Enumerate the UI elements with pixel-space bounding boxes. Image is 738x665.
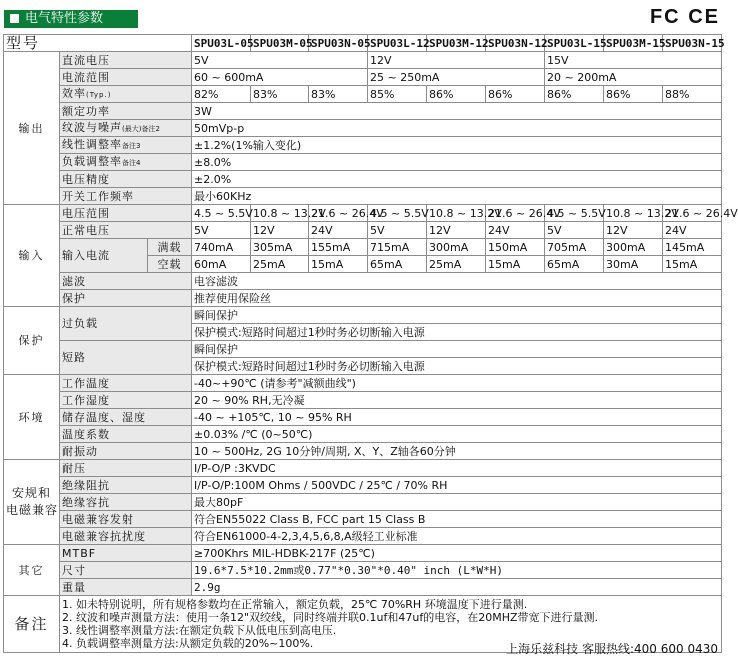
row-label	[60, 137, 192, 154]
label-note: 备注4	[122, 158, 141, 167]
model-header: SPU03N-15	[663, 35, 722, 52]
label-text: 线性调整率	[62, 137, 122, 151]
cell: 瞬间保护	[192, 341, 722, 358]
cell: 最小60KHz	[192, 188, 722, 205]
cell: I/P-O/P :3KVDC	[192, 460, 722, 477]
note-line: 2. 纹波和噪声测量方法：使用一条12"双绞线，同时终端并联0.1uf和47uf的电容，在20MHZ带宽下进行量测.	[62, 611, 599, 624]
cell: 15mA	[486, 256, 545, 273]
cell: 3W	[192, 103, 722, 120]
row-label: 工作温度	[60, 375, 192, 392]
cell: 65mA	[545, 256, 604, 273]
row-label: 尺寸	[60, 562, 192, 579]
cell: 25 ~ 250mA	[368, 69, 545, 86]
row-label	[60, 86, 192, 103]
cell: 715mA	[368, 239, 427, 256]
cell: 10.8 ~ 13.2V	[251, 205, 309, 222]
cell: 21.6 ~ 26.4V	[663, 205, 722, 222]
cell: 300mA	[427, 239, 486, 256]
row-label: 工作湿度	[60, 392, 192, 409]
cell: 50mVp-p	[192, 120, 722, 137]
group-output: 输出	[4, 52, 60, 205]
model-header: SPU03M-05	[251, 35, 309, 52]
certification-logos	[650, 6, 720, 29]
cell: 5V	[368, 222, 427, 239]
model-header: SPU03N-12	[486, 35, 545, 52]
cell: 25mA	[251, 256, 309, 273]
cell: 5V	[192, 52, 368, 69]
row-label: 正常电压	[60, 222, 192, 239]
cell: 145mA	[663, 239, 722, 256]
row-label: 电压范围	[60, 205, 192, 222]
cell: ≥700Khrs MIL-HDBK-217F (25℃)	[192, 545, 722, 562]
row-label: 储存温度、湿度	[60, 409, 192, 426]
cell: 10.8 ~ 13.2V	[427, 205, 486, 222]
square-icon	[10, 14, 19, 23]
group-notes: 备注	[4, 596, 60, 653]
row-label: 电压精度	[60, 171, 192, 188]
row-label: 温度系数	[60, 426, 192, 443]
cell: I/P-O/P:100M Ohms / 500VDC / 25℃ / 70% RH	[192, 477, 722, 494]
cell: 83%	[251, 86, 309, 103]
row-label: 输入电流	[60, 239, 148, 273]
cell: 5V	[545, 222, 604, 239]
typ-note: (Typ.)	[86, 90, 112, 99]
cell: -40~+90℃ (请参考"减额曲线")	[192, 375, 722, 392]
cell: 15mA	[663, 256, 722, 273]
cell: 88%	[663, 86, 722, 103]
row-label: 电磁兼容发射	[60, 511, 192, 528]
row-label: 保护	[60, 290, 192, 307]
row-label	[60, 120, 192, 137]
label-text: 纹波与噪声	[62, 120, 122, 134]
cell: 20 ~ 90% RH,无冷凝	[192, 392, 722, 409]
cell: 15mA	[309, 256, 368, 273]
row-label: 绝缘容抗	[60, 494, 192, 511]
row-label: 直流电压	[60, 52, 192, 69]
cell: 740mA	[192, 239, 251, 256]
cell: 20 ~ 200mA	[545, 69, 722, 86]
cell: ±0.03% /℃ (0~50℃)	[192, 426, 722, 443]
group-protect: 保护	[4, 307, 60, 375]
row-label: 耐振动	[60, 443, 192, 460]
section-title-bar	[4, 10, 138, 28]
cell: 12V	[427, 222, 486, 239]
cell: 60 ~ 600mA	[192, 69, 368, 86]
row-label: 短路	[60, 341, 192, 375]
group-other: 其它	[4, 545, 60, 596]
cell: 21.6 ~ 26.4V	[486, 205, 545, 222]
cell: 保护模式:短路时间超过1秒时务必切断输入电源	[192, 324, 722, 341]
cell: 15V	[545, 52, 722, 69]
cell: 10 ~ 500Hz, 2G 10分钟/周期, X、Y、Z轴各60分钟	[192, 443, 722, 460]
group-safety-line1: 安规和	[11, 486, 51, 500]
note-line: 1. 如未特别说明，所有规格参数均在正常输入，额定负载，25℃ 70%RH 环境温度下进行量测.	[62, 598, 528, 611]
model-header: SPU03L-12	[368, 35, 427, 52]
cell: 24V	[486, 222, 545, 239]
cell: 300mA	[604, 239, 663, 256]
cell: 86%	[545, 86, 604, 103]
group-env: 环境	[4, 375, 60, 460]
cell: ±1.2%(1%输入变化)	[192, 137, 722, 154]
ce-logo: CE	[688, 6, 720, 28]
cell: 12V	[251, 222, 309, 239]
label-note: 备注3	[122, 141, 141, 150]
row-label: 绝缘阻抗	[60, 477, 192, 494]
cell: 12V	[604, 222, 663, 239]
cell: 电容滤波	[192, 273, 722, 290]
row-label: 重量	[60, 579, 192, 596]
row-label: 过负载	[60, 307, 192, 341]
cell: 4.5 ~ 5.5V	[545, 205, 604, 222]
cell: ±8.0%	[192, 154, 722, 171]
cell: 24V	[309, 222, 368, 239]
model-label: 型号	[4, 35, 192, 52]
fcc-logo: FC	[649, 6, 681, 28]
model-header: SPU03L-15	[545, 35, 604, 52]
cell: 60mA	[192, 256, 251, 273]
group-safety-line2: 电磁兼容	[6, 503, 59, 517]
model-header: SPU03M-12	[427, 35, 486, 52]
cell: 瞬间保护	[192, 307, 722, 324]
cell: 150mA	[486, 239, 545, 256]
cell: 705mA	[545, 239, 604, 256]
cell: 86%	[604, 86, 663, 103]
cell: 305mA	[251, 239, 309, 256]
section-title: 电气特性参数	[25, 11, 104, 26]
row-label: 耐压	[60, 460, 192, 477]
cell: 最大80pF	[192, 494, 722, 511]
cell: 12V	[368, 52, 545, 69]
cell: 83%	[309, 86, 368, 103]
cell: 10.8 ~ 13.2V	[604, 205, 663, 222]
cell: 符合EN61000-4-2,3,4,5,6,8,A级轻工业标准	[192, 528, 722, 545]
cell: 5V	[192, 222, 251, 239]
row-label: MTBF	[60, 545, 192, 562]
model-row	[4, 35, 722, 52]
cell: 19.6*7.5*10.2mm或0.77"*0.30"*0.40" inch (L*W*H)	[192, 562, 722, 579]
cell: 推荐使用保险丝	[192, 290, 722, 307]
row-label: 电流范围	[60, 69, 192, 86]
group-safety	[4, 460, 60, 545]
row-label: 额定功率	[60, 103, 192, 120]
spec-table	[3, 33, 738, 653]
label-note: (最大)备注2	[122, 124, 160, 133]
footer-hotline: 上海乐兹科技 客服热线:400 600 0430	[506, 642, 718, 656]
cell: -40 ~ +105℃, 10 ~ 95% RH	[192, 409, 722, 426]
cell: 符合EN55022 Class B, FCC part 15 Class B	[192, 511, 722, 528]
cell: 4.5 ~ 5.5V	[192, 205, 251, 222]
cell: ±2.0%	[192, 171, 722, 188]
sub-label: 空载	[148, 256, 192, 273]
cell: 30mA	[604, 256, 663, 273]
model-header: SPU03N-05	[309, 35, 368, 52]
cell: 4.5 ~ 5.5V	[368, 205, 427, 222]
row-label: 滤波	[60, 273, 192, 290]
cell: 86%	[486, 86, 545, 103]
group-input: 输入	[4, 205, 60, 307]
cell: 25mA	[427, 256, 486, 273]
cell: 65mA	[368, 256, 427, 273]
row-label	[60, 154, 192, 171]
label-text: 负载调整率	[62, 154, 122, 168]
cell: 85%	[368, 86, 427, 103]
note-line: 4. 负载调整率测量方法:从额定负载的20%~100%.	[62, 637, 314, 650]
cell: 82%	[192, 86, 251, 103]
row-label: 开关工作频率	[60, 188, 192, 205]
cell: 21.6 ~ 26.4V	[309, 205, 368, 222]
cell: 24V	[663, 222, 722, 239]
cell: 保护模式:短路时间超过1秒时务必切断输入电源	[192, 358, 722, 375]
cell: 86%	[427, 86, 486, 103]
note-line: 3. 线性调整率测量方法:在额定负载下从低电压到高电压.	[62, 624, 337, 637]
page-header	[0, 0, 724, 32]
cell: 155mA	[309, 239, 368, 256]
model-header: SPU03L-05	[192, 35, 251, 52]
sub-label: 满载	[148, 239, 192, 256]
model-header: SPU03M-15	[604, 35, 663, 52]
label-text: 效率	[62, 86, 86, 100]
row-label: 电磁兼容抗扰度	[60, 528, 192, 545]
cell: 2.9g	[192, 579, 722, 596]
